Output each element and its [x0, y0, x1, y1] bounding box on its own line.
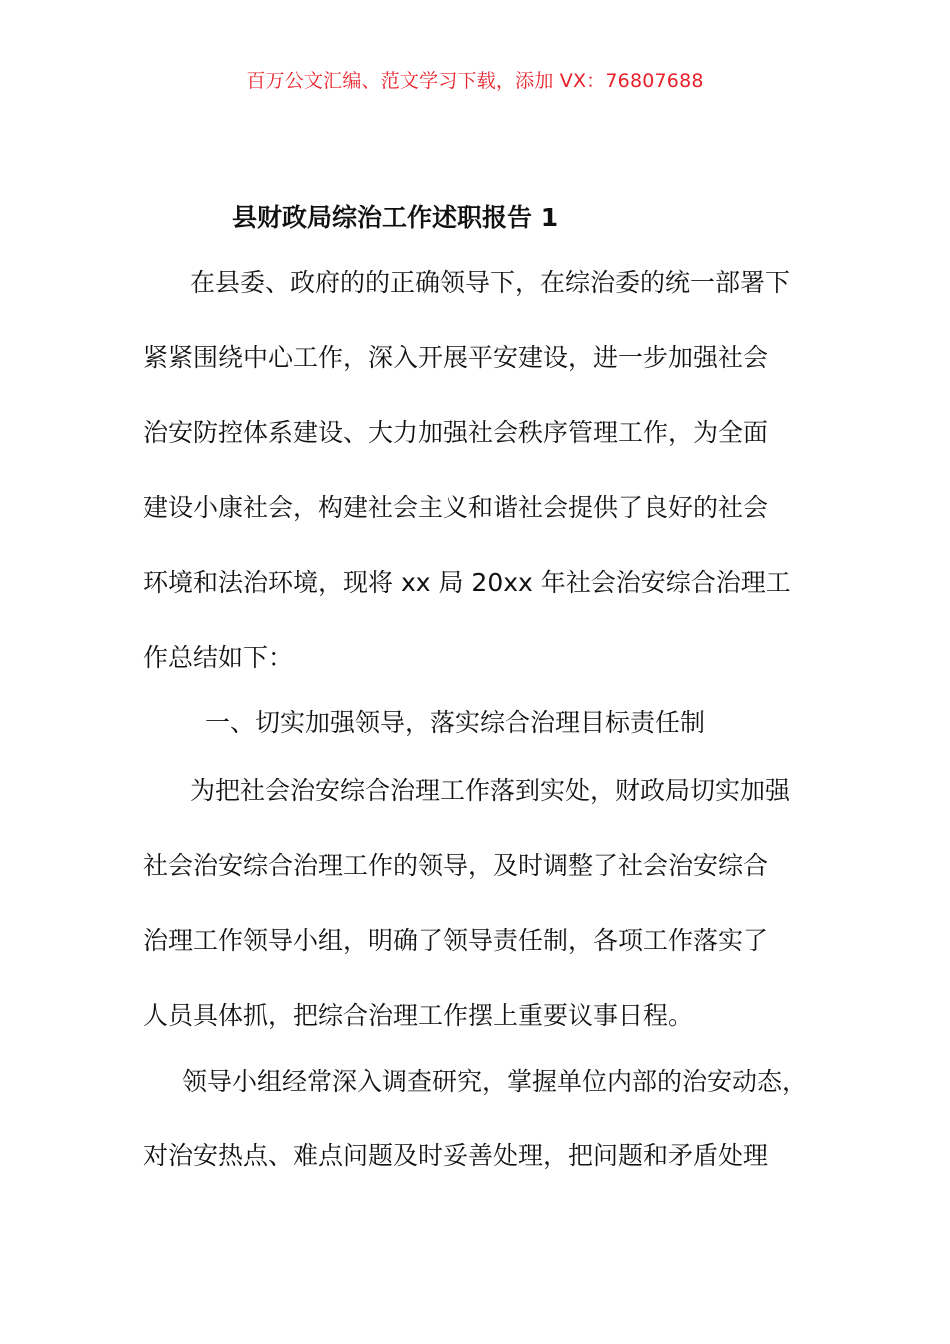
paragraph-line: 对治安热点、难点问题及时妥善处理，把问题和矛盾处理 — [143, 1141, 769, 1170]
paragraph-line: 领导小组经常深入调查研究，掌握单位内部的治安动态， — [182, 1067, 808, 1096]
paragraph-line: 治安防控体系建设、大力加强社会秩序管理工作，为全面 — [143, 418, 769, 447]
paragraph-line: 人员具体抓，把综合治理工作摆上重要议事日程。 — [143, 1001, 694, 1030]
paragraph-line: 为把社会治安综合治理工作落到实处，财政局切实加强 — [190, 776, 791, 805]
header-watermark-note: 百万公文汇编、范文学习下载，添加 VX：76807688 — [246, 70, 704, 92]
section-heading: 一、切实加强领导，落实综合治理目标责任制 — [205, 708, 706, 737]
paragraph-line: 紧紧围绕中心工作，深入开展平安建设，进一步加强社会 — [143, 343, 769, 372]
paragraph-line: 作总结如下： — [143, 643, 294, 672]
paragraph-line: 环境和法治环境，现将 xx 局 20xx 年社会治安综合治理工 — [143, 568, 791, 597]
paragraph-line: 治理工作领导小组，明确了领导责任制，各项工作落实了 — [143, 926, 769, 955]
document-title: 县财政局综治工作述职报告 1 — [232, 203, 559, 232]
paragraph-line: 社会治安综合治理工作的领导，及时调整了社会治安综合 — [143, 851, 769, 880]
paragraph-line: 在县委、政府的的正确领导下，在综治委的统一部署下 — [190, 268, 791, 297]
paragraph-line: 建设小康社会，构建社会主义和谐社会提供了良好的社会 — [143, 493, 769, 522]
